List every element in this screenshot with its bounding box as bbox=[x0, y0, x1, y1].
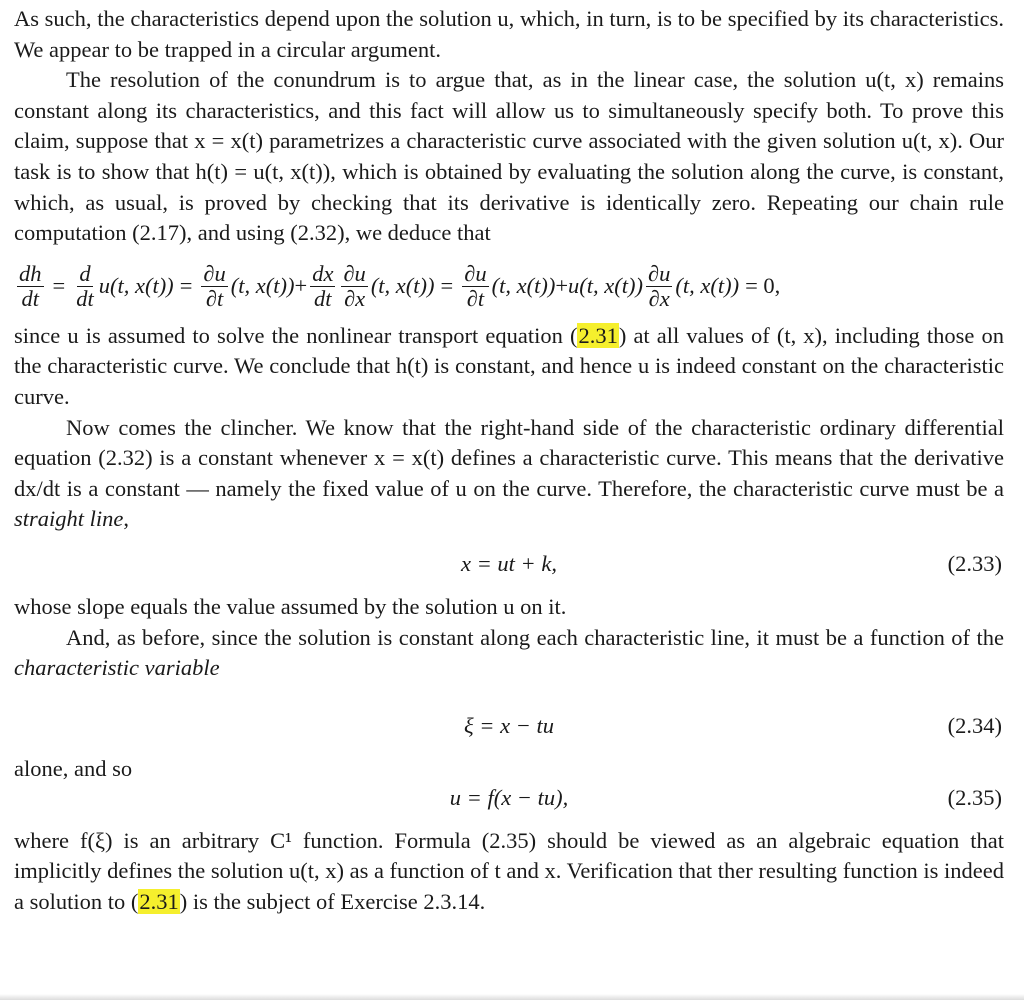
chain-rule-equation: $\frac{dh}{dt}$ = $\frac{d}{dt}$ u(t, x(t)) = $\frac{\partial u}{\partial t}$ (t, x(t)) + $\frac{dx}{dt}$ $\frac{\partial u}{\partial x}$ (t, x(t)) = $\frac{\partial u}{\partial t}$ (t, x(t)) + u(t, x(t)) $\frac{\partial u}{\partial x}$ (t, x(t)) = 0, bbox=[19, 261, 781, 312]
equation-2-34-tag: (2.34) bbox=[947, 712, 1002, 738]
page-bottom-edge bbox=[0, 994, 1024, 1000]
equation-2-33-tag: (2.33) bbox=[947, 550, 1002, 576]
du-dt-fraction-2: $\frac{\partial u}{\partial t}$ bbox=[464, 261, 487, 312]
transport-paragraph: since u is assumed to solve the nonlinear transport equation (2.31) at all values of (t, x), including those on the characteristic curve. We conclude that h(t) is constant, and hence u is indeed constant on the characteristic curve. bbox=[14, 322, 1004, 409]
slope-paragraph: whose slope equals the value assumed by the solution u on it. bbox=[14, 593, 567, 619]
equation-2-33 bbox=[14, 546, 1004, 582]
arbitrary-function-paragraph: where f(ξ) is an arbitrary C¹ function. Formula (2.35) should be viewed as an algebraic equation that implicitly defines the solution u(t, x) as a function of t and x. Verification that ther resulting function is indeed a solution to (2.31) is the subject of Exercise 2.3.14. bbox=[14, 827, 1004, 914]
du-dx-fraction: $\frac{\partial u}{\partial x}$ bbox=[343, 261, 366, 312]
equation-2-35 bbox=[14, 780, 1004, 816]
equation-2-34-formula: ξ = x − tu bbox=[464, 712, 554, 738]
equation-2-35-formula: u = f(x − tu), bbox=[449, 784, 569, 810]
equation-2-35-tag: (2.35) bbox=[947, 784, 1002, 810]
equation-2-33-formula: x = ut + k, bbox=[461, 550, 557, 576]
intro-paragraph: As such, the characteristics depend upon the solution u, which, in turn, is to be specified by its characteristics. We appear to be trapped in a circular argument. bbox=[14, 6, 1004, 62]
alone-text: alone, and so bbox=[14, 755, 133, 781]
dx-dt-fraction: $\frac{dx}{dt}$ bbox=[312, 261, 334, 312]
equation-reference-highlight-2[interactable]: 2.31 bbox=[139, 888, 179, 914]
equation-reference-highlight[interactable]: 2.31 bbox=[578, 322, 618, 348]
d-dt-fraction: $\frac{d}{dt}$ bbox=[76, 261, 94, 312]
resolution-paragraph: The resolution of the conundrum is to argue that, as in the linear case, the solution u(t, x) remains constant along its characteristics, and this fact will allow us to simultaneously specify both. To prove this claim, suppose that x = x(t) parametrizes a characteristic curve associated with the given solution u(t, x). Our task is to show that h(t) = u(t, x(t)), which is obtained by evaluating the solution along the curve, is constant, which, as usual, is proved by checking that its derivative is identically zero. Repeating our chain rule computation (2.17), and using (2.32), we deduce that bbox=[14, 67, 1004, 246]
du-dx-fraction-2: $\frac{\partial u}{\partial x}$ bbox=[648, 261, 671, 312]
dh-dt-fraction: $\frac{dh}{dt}$ bbox=[19, 261, 42, 312]
clincher-paragraph: Now comes the clincher. We know that the right-hand side of the characteristic ordinary differential equation (2.32) is a constant whenever x = x(t) defines a characteristic curve. This means that the derivative dx/dt is a constant — namely the fixed value of u on the curve. Therefore, the characteristic curve must be a straight line, bbox=[14, 414, 1004, 532]
characteristic-variable-paragraph: And, as before, since the solution is constant along each characteristic line, it must be a function of the characteristic variable bbox=[14, 624, 1004, 681]
equation-2-34 bbox=[14, 708, 1004, 744]
du-dt-fraction: $\frac{\partial u}{\partial t}$ bbox=[203, 261, 226, 312]
